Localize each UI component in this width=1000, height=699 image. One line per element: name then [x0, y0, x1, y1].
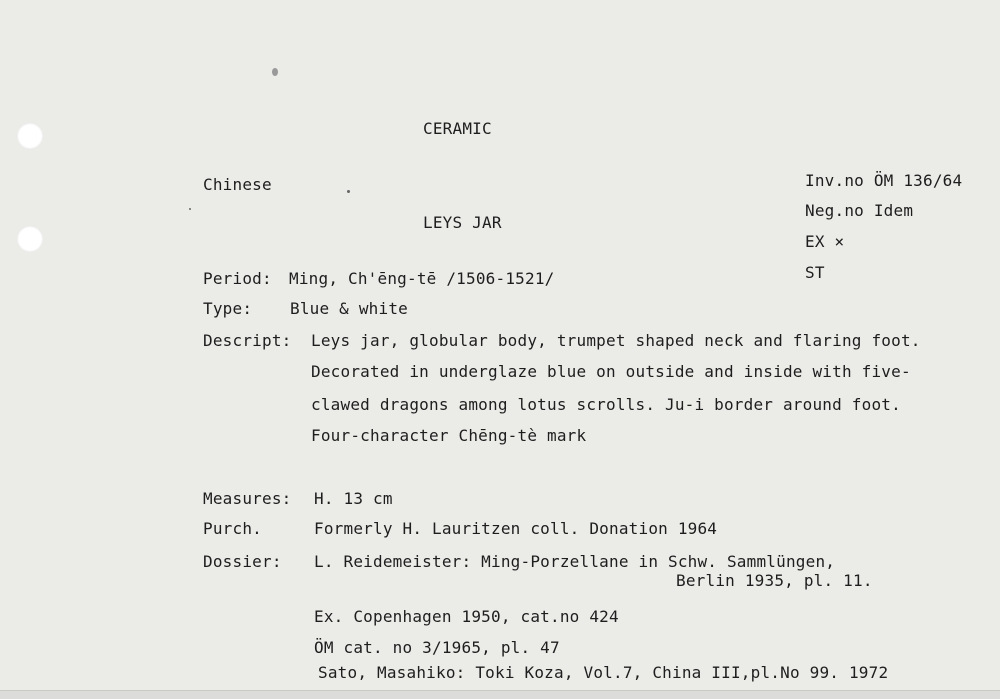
type-label: Type:: [203, 299, 253, 318]
descript-line: Decorated in underglaze blue on outside and inside with five-: [311, 362, 911, 381]
reference-line: Ex. Copenhagen 1950, cat.no 424: [314, 607, 619, 626]
origin-label: Chinese: [203, 175, 272, 194]
descript-line: clawed dragons among lotus scrolls. Ju-i border around foot.: [311, 395, 901, 414]
reference-line: ÖM cat. no 3/1965, pl. 47: [314, 638, 560, 657]
dossier-label: Dossier:: [203, 552, 282, 571]
reference-line: Sato, Masahiko: Toki Koza, Vol.7, China III,pl.No 99. 1972: [318, 663, 889, 682]
ink-speck: [272, 68, 278, 76]
purch-label: Purch.: [203, 519, 262, 538]
type-value: Blue & white: [290, 299, 408, 318]
ink-speck: [189, 208, 191, 210]
ink-speck: [347, 190, 350, 193]
st-mark: ST: [805, 263, 825, 282]
descript-label: Descript:: [203, 331, 292, 350]
object-title: LEYS JAR: [423, 213, 502, 232]
period-label: Period:: [203, 269, 272, 288]
inventory-number: Inv.no ÖM 136/64: [805, 171, 963, 190]
dossier-line: L. Reidemeister: Ming-Porzellane in Schw. Sammlüngen,: [314, 552, 836, 571]
measures-label: Measures:: [203, 489, 292, 508]
dossier-line: Berlin 1935, pl. 11.: [676, 571, 873, 590]
descript-line: Four-character Chēng-tè mark: [311, 426, 587, 445]
measures-value: H. 13 cm: [314, 489, 393, 508]
negative-number: Neg.no Idem: [805, 201, 914, 220]
ex-mark: EX ×: [805, 232, 845, 251]
purch-value: Formerly H. Lauritzen coll. Donation 1964: [314, 519, 718, 538]
punch-hole-top: [17, 123, 43, 149]
category-heading: CERAMIC: [423, 119, 492, 138]
descript-line: Leys jar, globular body, trumpet shaped neck and flaring foot.: [311, 331, 921, 350]
period-value: Ming, Ch'ēng-tē /1506-1521/: [289, 269, 555, 288]
punch-hole-bottom: [17, 226, 43, 252]
